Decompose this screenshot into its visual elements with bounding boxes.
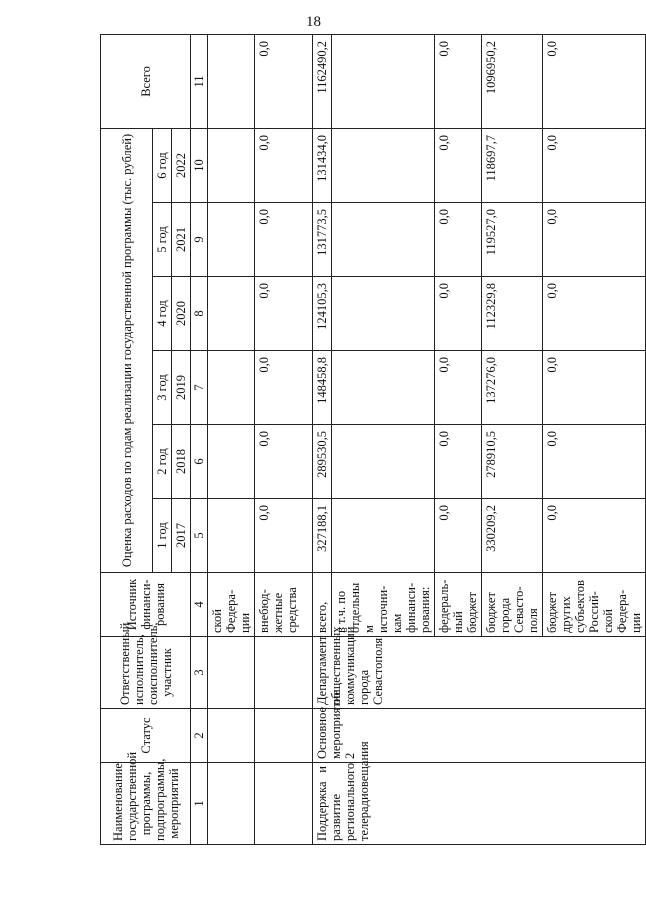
value-cell: 112329,8 [482,277,543,351]
value-cell: 0,0 [435,277,482,351]
value-cell: 0,0 [435,425,482,499]
total-cell: 0,0 [543,34,646,128]
value-cell: 0,0 [543,499,646,573]
header-source: Источник финанси-рования [101,573,191,637]
value-cell: 0,0 [435,499,482,573]
value-cell: 0,0 [255,128,313,202]
value-cell: 0,0 [255,277,313,351]
column-number: 8 [191,277,208,351]
header-year-label: 1 год [153,499,172,573]
column-number: 3 [191,637,208,709]
empty-cell [255,637,313,709]
total-cell: 1096950,2 [482,34,543,128]
empty-cell [208,128,255,202]
value-cell: 0,0 [543,351,646,425]
column-number: 2 [191,709,208,763]
event-name: Поддержка и развитие регионального телерадиовещания [313,763,646,845]
column-number: 1 [191,763,208,845]
source-cell: в т.ч. по отдельным источни-кам финанси-рования: [332,573,435,637]
header-estimate: Оценка расходов по годам реализации государственной программы (тыс. рублей) [101,128,153,572]
value-cell: 0,0 [255,499,313,573]
value-cell: 0,0 [435,128,482,202]
empty-cell [208,351,255,425]
header-year: 2017 [172,499,191,573]
expenditure-table [100,34,646,845]
value-cell [332,351,435,425]
total-cell [332,34,435,128]
value-cell: 278910,5 [482,425,543,499]
header-year-label: 3 год [153,351,172,425]
header-year: 2021 [172,203,191,277]
value-cell: 327188,1 [313,499,332,573]
header-year-label: 2 год [153,425,172,499]
value-cell: 0,0 [255,425,313,499]
value-cell: 0,0 [543,277,646,351]
value-cell: 0,0 [543,425,646,499]
empty-cell [208,637,255,709]
value-cell: 289530,5 [313,425,332,499]
header-responsible: Ответственный исполнитель, соисполнитель, участник [101,637,191,709]
column-number: 5 [191,499,208,573]
value-cell [332,128,435,202]
column-number: 11 [191,34,208,128]
value-cell: 148458,8 [313,351,332,425]
source-cell: федераль-ный бюджет [435,573,482,637]
total-cell: 1162490,2 [313,34,332,128]
value-cell: 118697,7 [482,128,543,202]
empty-cell [208,425,255,499]
value-cell: 131773,5 [313,203,332,277]
value-cell: 131434,0 [313,128,332,202]
empty-cell [208,709,255,763]
value-cell [332,277,435,351]
total-cell: 0,0 [435,34,482,128]
header-year: 2022 [172,128,191,202]
event-status: Основное мероприятие 2 [313,709,646,763]
column-number: 7 [191,351,208,425]
header-year: 2018 [172,425,191,499]
header-total: Всего [101,34,191,128]
source-cell: ской Федера-ции [208,573,255,637]
column-number: 6 [191,425,208,499]
source-cell: бюджет других субъектов Россий-ской Федера-ции [543,573,646,637]
source-cell: бюджет города Севасто-поля [482,573,543,637]
column-number: 10 [191,128,208,202]
empty-cell [208,34,255,128]
column-number: 4 [191,573,208,637]
value-cell: 0,0 [543,203,646,277]
event-responsible: Департамент общественных коммуникаций города Севастополя [313,637,646,709]
header-year-label: 4 год [153,277,172,351]
empty-cell [255,763,313,845]
rotated-table-wrapper [100,35,643,845]
value-cell: 124105,3 [313,277,332,351]
value-cell: 0,0 [435,203,482,277]
value-cell: 0,0 [435,351,482,425]
empty-cell [208,277,255,351]
header-year: 2019 [172,351,191,425]
header-year: 2020 [172,277,191,351]
source-cell: всего, [313,573,332,637]
header-name: Наименование государственной программы, подпрограммы, мероприятий [101,763,191,845]
value-cell: 137276,0 [482,351,543,425]
source-cell: внебюд-жетные средства [255,573,313,637]
header-year-label: 6 год [153,128,172,202]
empty-cell [255,709,313,763]
page-number: 18 [306,14,321,30]
value-cell [332,203,435,277]
value-cell: 0,0 [543,128,646,202]
value-cell: 0,0 [255,351,313,425]
header-year-label: 5 год [153,203,172,277]
value-cell: 0,0 [255,203,313,277]
empty-cell [208,499,255,573]
value-cell [332,425,435,499]
empty-cell [208,203,255,277]
value-cell: 330209,2 [482,499,543,573]
empty-cell [208,763,255,845]
total-cell: 0,0 [255,34,313,128]
value-cell [332,499,435,573]
header-status: Статус [101,709,191,763]
value-cell: 119527,0 [482,203,543,277]
column-number: 9 [191,203,208,277]
